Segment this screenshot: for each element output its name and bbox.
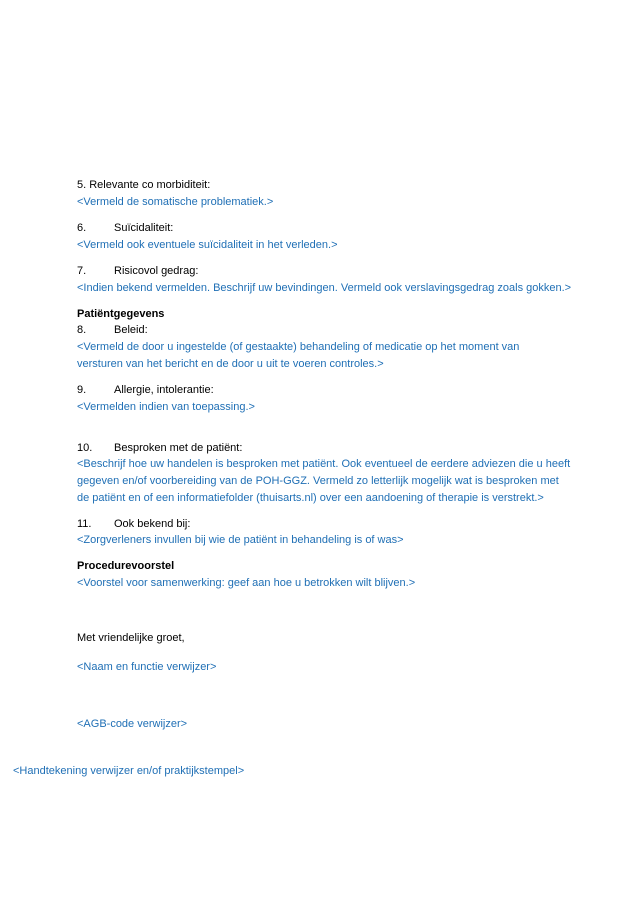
agb-code-placeholder: <AGB-code verwijzer> — [77, 718, 188, 730]
item-7-hint: <Indien bekend vermelden. Beschrijf uw bevindingen. Vermeld ook verslavingsgedrag zoals gokken.> — [77, 282, 572, 294]
item-11-title: Ook bekend bij: — [114, 518, 191, 530]
item-10-hint-line-2: gegeven en/of voorbereiding van de POH-GGZ. Vermeld zo letterlijk mogelijk wat is besproken met — [77, 475, 559, 487]
referrer-name-placeholder: <Naam en functie verwijzer> — [77, 661, 217, 673]
item-8-heading — [77, 322, 148, 339]
item-9-number: 9. — [77, 384, 87, 396]
item-8-hint-line-1: <Vermeld de door u ingestelde (of gestaakte) behandeling of medicatie op het moment van — [77, 341, 520, 353]
procedure-hint: <Voorstel voor samenwerking: geef aan hoe u betrokken wilt blijven.> — [77, 577, 416, 589]
item-7-title: Risicovol gedrag: — [114, 265, 199, 277]
item-5-title: 5. Relevante co morbiditeit: — [77, 179, 211, 191]
item-8-number: 8. — [77, 324, 87, 336]
item-6-number: 6. — [77, 222, 87, 234]
item-5-hint: <Vermeld de somatische problematiek.> — [77, 196, 274, 208]
item-11-heading — [77, 516, 190, 533]
item-10-hint-line-1: <Beschrijf hoe uw handelen is besproken met patiënt. Ook eventueel de eerdere adviezen die u heeft — [77, 458, 571, 470]
signature-placeholder: <Handtekening verwijzer en/of praktijkstempel> — [13, 765, 245, 777]
item-8-hint-line-2: versturen van het bericht en de door u uit te voeren controles.> — [77, 358, 384, 370]
item-9-heading — [77, 382, 214, 399]
item-6-hint: <Vermeld ook eventuele suïcidaliteit in het verleden.> — [77, 239, 338, 251]
item-9-hint: <Vermelden indien van toepassing.> — [77, 401, 255, 413]
item-11-number: 11. — [77, 518, 92, 530]
item-10-number: 10. — [77, 442, 93, 454]
closing-greeting: Met vriendelijke groet, — [77, 632, 185, 644]
item-10-hint-line-3: de patiënt en of een informatiefolder (thuisarts.nl) over een aandoening of therapie is verstrekt.> — [77, 492, 544, 504]
item-7-number: 7. — [77, 265, 87, 277]
item-11-hint: <Zorgverleners invullen bij wie de patiënt in behandeling is of was> — [77, 534, 404, 546]
item-8-title: Beleid: — [114, 324, 148, 336]
item-9-title: Allergie, intolerantie: — [114, 384, 214, 396]
procedure-heading: Procedurevoorstel — [77, 560, 175, 572]
item-10-title: Besproken met de patiënt: — [114, 442, 243, 454]
item-6-title: Suïcidaliteit: — [114, 222, 174, 234]
item-7-heading — [77, 263, 198, 280]
patient-data-heading: Patiëntgegevens — [77, 308, 165, 320]
item-6-heading — [77, 220, 173, 237]
item-10-heading — [77, 440, 242, 457]
